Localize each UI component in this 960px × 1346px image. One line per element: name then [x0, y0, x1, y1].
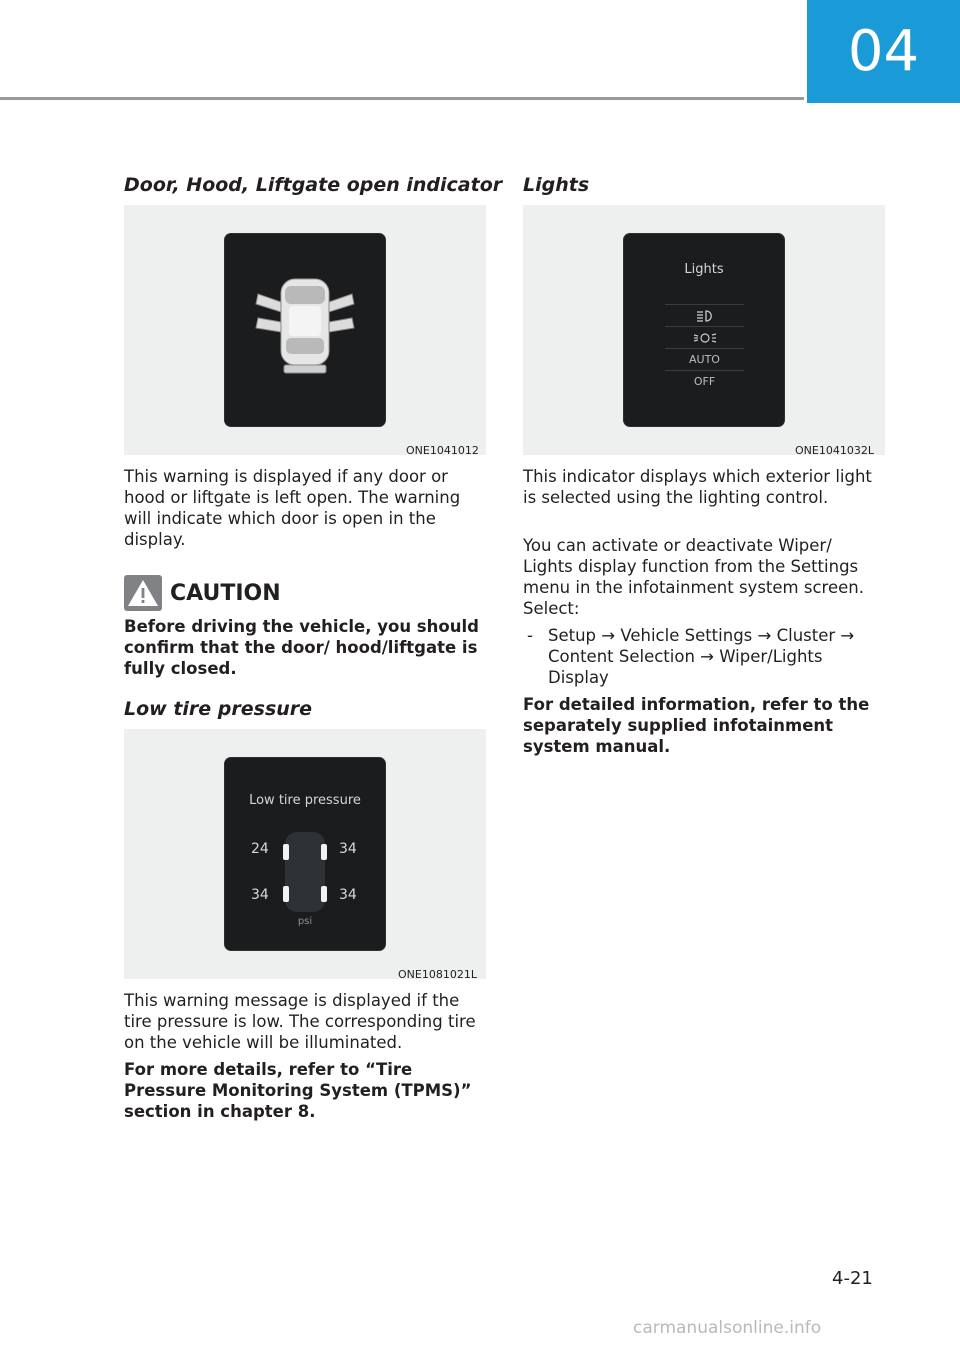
lights-section-title: Lights	[523, 174, 590, 196]
tire-front-right: 34	[339, 841, 357, 857]
page-number: 4-21	[832, 1268, 873, 1289]
menu-item-low-beam	[665, 326, 744, 348]
chapter-number: 04	[847, 19, 920, 84]
lights-body-1: This indicator displays which exterior light is selected using the lighting control.	[523, 467, 872, 507]
warning-triangle-icon	[124, 575, 162, 611]
car-doors-open-icon	[225, 234, 385, 426]
figure-code: ONE1041032L	[795, 444, 874, 457]
figure-code: ONE1041012	[406, 444, 479, 457]
door-figure	[124, 205, 486, 455]
settings-path: Setup → Vehicle Settings → Cluster → Content Selection → Wiper/Lights Display	[548, 626, 855, 687]
menu-item-auto: AUTO	[665, 348, 744, 370]
list-dash: -	[527, 626, 533, 645]
menu-item-off: OFF	[665, 370, 744, 392]
header-rule	[0, 97, 804, 100]
tire-display-screen	[225, 758, 385, 950]
tire-section-title: Low tire pressure	[124, 698, 313, 720]
tire-rear-left: 34	[251, 887, 269, 903]
low-beam-icon	[692, 331, 718, 345]
tire-front-left: 24	[251, 841, 269, 857]
tire-figure	[124, 729, 486, 979]
tire-section-note: For more details, refer to “Tire Pressure Monitoring System (TPMS)” section in chapter 8.	[124, 1060, 472, 1121]
lights-display-screen	[624, 234, 784, 426]
lights-figure	[523, 205, 885, 455]
tire-rear-right: 34	[339, 887, 357, 903]
lights-note: For detailed information, refer to the separately supplied infotainment system manual.	[523, 695, 870, 756]
caution-heading	[124, 575, 281, 611]
watermark[interactable]: carmanualsonline.info	[633, 1318, 822, 1338]
caution-body: Before driving the vehicle, you should confirm that the door/ hood/liftgate is fully closed.	[124, 617, 479, 678]
tire-section-body: This warning message is displayed if the tire pressure is low. The corresponding tire on the vehicle will be illuminated.	[124, 991, 476, 1052]
door-section-title: Door, Hood, Liftgate open indicator	[124, 174, 503, 196]
menu-item-high-beam	[665, 304, 744, 326]
caution-title: CAUTION	[170, 580, 281, 606]
lights-screen-title: Lights	[684, 262, 724, 277]
door-display-screen	[225, 234, 385, 426]
chapter-tab	[807, 0, 960, 103]
car-topview-icon	[279, 830, 331, 914]
figure-code: ONE1081021L	[398, 968, 477, 981]
tire-screen-title: Low tire pressure	[249, 793, 361, 808]
high-beam-icon	[694, 309, 716, 323]
door-section-body: This warning is displayed if any door or hood or liftgate is left open. The warning will indicate which door is open in the display.	[124, 467, 461, 549]
tire-unit: psi	[297, 916, 313, 927]
lights-body-2: You can activate or deactivate Wiper/ Lights display function from the Settings menu in the infotainment system screen. Select:	[523, 536, 864, 618]
